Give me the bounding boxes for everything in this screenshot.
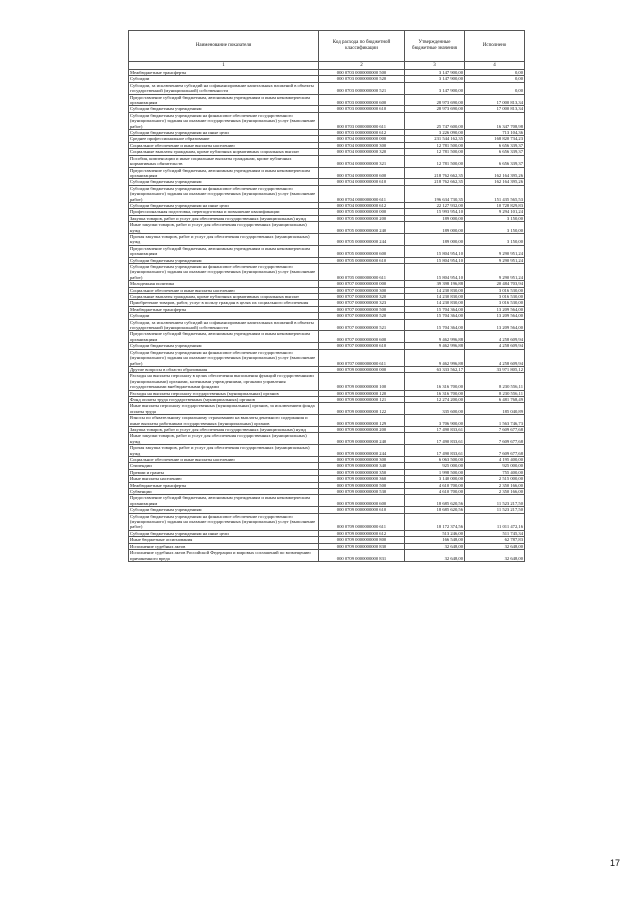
row-approved: 18 685 620,56 bbox=[405, 495, 465, 507]
row-name: Среднее профессиональное образование bbox=[129, 136, 319, 142]
row-name: Субсидии, за исключением субсидий на софинансирование капитальных вложений в объекты государственной (муниципальной) собственности bbox=[129, 82, 319, 94]
row-executed: 4 258 609,94 bbox=[465, 349, 525, 366]
row-executed: 3 016 530,00 bbox=[465, 287, 525, 293]
row-executed: 162 164 395,26 bbox=[465, 167, 525, 179]
row-approved: 14 230 830,00 bbox=[405, 294, 465, 300]
row-code: 000 0707 0000000000 500 bbox=[319, 306, 405, 312]
row-executed: 17 000 813,34 bbox=[465, 94, 525, 106]
row-code: 000 0705 0000000000 000 bbox=[319, 209, 405, 215]
row-code: 000 0709 0000000000 611 bbox=[319, 513, 405, 530]
row-approved: 28 973 690,00 bbox=[405, 94, 465, 106]
row-approved: 9 462 996,88 bbox=[405, 331, 465, 343]
row-approved: 12 781 500,00 bbox=[405, 155, 465, 167]
row-name: Взносы по обязательному социальному страхованию на выплаты денежного содержания и иные выплаты работникам государственных (муниципальных) органов bbox=[129, 415, 319, 427]
row-code: 000 0709 0000000000 122 bbox=[319, 403, 405, 415]
row-name: Межбюджетные трансферты bbox=[129, 70, 319, 76]
row-approved: 12 781 500,00 bbox=[405, 149, 465, 155]
row-approved: 3 140 000,00 bbox=[405, 476, 465, 482]
row-code: 000 0703 0000000000 610 bbox=[319, 106, 405, 112]
row-approved: 16 316 700,00 bbox=[405, 390, 465, 396]
row-code: 000 0703 0000000000 500 bbox=[319, 70, 405, 76]
row-name: Иные закупки товаров, работ и услуг для обеспечения государственных (муниципальных) нужд bbox=[129, 222, 319, 234]
row-executed: 16 347 708,98 bbox=[465, 112, 525, 129]
row-code: 000 0707 0000000000 520 bbox=[319, 313, 405, 319]
row-code: 000 0709 0000000000 200 bbox=[319, 426, 405, 432]
header-code: Код расхода по бюджетной классификации bbox=[319, 31, 405, 62]
row-name: Расходы на выплаты персоналу в целях обеспечения выполнения функций государственными (муниципальными) органами, казенными учреждениями, органами управления государственными внебюджетными фондами bbox=[129, 373, 319, 390]
row-code: 000 0705 0000000000 600 bbox=[319, 245, 405, 257]
row-name: Предоставление субсидий бюджетным, автономным учреждениям и иным некоммерческим организациям bbox=[129, 245, 319, 257]
row-name: Субвенции bbox=[129, 489, 319, 495]
row-approved: 218 762 662,35 bbox=[405, 167, 465, 179]
row-executed: 168 820 734,23 bbox=[465, 136, 525, 142]
row-approved: 9 462 996,88 bbox=[405, 349, 465, 366]
table-row bbox=[129, 319, 525, 331]
row-code: 000 0704 0000000000 611 bbox=[319, 185, 405, 202]
row-executed: 11 523 217,50 bbox=[465, 507, 525, 513]
table-row bbox=[129, 433, 525, 445]
row-executed: 32 648,00 bbox=[465, 550, 525, 562]
row-approved: 3 147 900,00 bbox=[405, 70, 465, 76]
row-name: Социальное обеспечение и иные выплаты населению bbox=[129, 142, 319, 148]
row-executed: 4 258 609,94 bbox=[465, 331, 525, 343]
row-executed: 17 000 813,34 bbox=[465, 106, 525, 112]
table-row bbox=[129, 233, 525, 245]
row-approved: 17 490 833,61 bbox=[405, 433, 465, 445]
table-row bbox=[129, 112, 525, 129]
row-code: 000 0703 0000000000 611 bbox=[319, 112, 405, 129]
row-approved: 3 147 900,00 bbox=[405, 82, 465, 94]
row-code: 000 0704 0000000000 610 bbox=[319, 179, 405, 185]
row-approved: 189 000,00 bbox=[405, 222, 465, 234]
row-name: Межбюджетные трансферты bbox=[129, 482, 319, 488]
row-code: 000 0709 0000000000 340 bbox=[319, 463, 405, 469]
header-name: Наименование показателя bbox=[129, 31, 319, 62]
row-approved: 196 634 730,35 bbox=[405, 185, 465, 202]
row-approved: 513 246,00 bbox=[405, 530, 465, 536]
row-name: Иные выплаты персоналу государственных (муниципальных) органов, за исключением фонда оплаты труда bbox=[129, 403, 319, 415]
row-name: Закупка товаров, работ и услуг для обеспечения государственных (муниципальных) нужд bbox=[129, 215, 319, 221]
row-code: 000 0709 0000000000 800 bbox=[319, 537, 405, 543]
row-approved: 15 804 954,10 bbox=[405, 257, 465, 263]
row-approved: 17 490 833,61 bbox=[405, 445, 465, 457]
row-name: Прочая закупка товаров, работ и услуг для обеспечения государственных (муниципальных) нужд bbox=[129, 445, 319, 457]
row-name: Предоставление субсидий бюджетным, автономным учреждениям и иным некоммерческим организациям bbox=[129, 331, 319, 343]
row-code: 000 0707 0000000000 600 bbox=[319, 331, 405, 343]
row-approved: 63 333 562,17 bbox=[405, 366, 465, 372]
row-approved: 6 063 500,00 bbox=[405, 457, 465, 463]
row-code: 000 0709 0000000000 240 bbox=[319, 433, 405, 445]
row-executed: 62 787,83 bbox=[465, 537, 525, 543]
row-name: Субсидии бюджетным учреждениям на финансовое обеспечение государственного (муниципального) задания на оказание государственных (муниципальных) услуг (выполнение работ) bbox=[129, 264, 319, 281]
row-name: Исполнение судебных актов Российской Федерации и мировых соглашений по возмещению причиненного вреда bbox=[129, 550, 319, 562]
row-approved: 1 998 500,00 bbox=[405, 469, 465, 475]
row-executed: 151 435 565,53 bbox=[465, 185, 525, 202]
row-code: 000 0709 0000000000 530 bbox=[319, 489, 405, 495]
row-name: Субсидии бюджетным учреждениям на финансовое обеспечение государственного (муниципального) задания на оказание государственных (муниципальных) услуг (выполнение работ) bbox=[129, 112, 319, 129]
row-executed: 8 230 556,11 bbox=[465, 390, 525, 396]
row-executed: 511 745,34 bbox=[465, 530, 525, 536]
row-executed: 6 656 339,37 bbox=[465, 149, 525, 155]
row-executed: 2 350 166,00 bbox=[465, 489, 525, 495]
row-name: Субсидии, за исключением субсидий на софинансирование капитальных вложений в объекты государственной (муниципальной) собственности bbox=[129, 319, 319, 331]
table-row bbox=[129, 167, 525, 179]
row-executed: 3 016 530,00 bbox=[465, 294, 525, 300]
row-name: Социальное обеспечение и иные выплаты населению bbox=[129, 287, 319, 293]
row-approved: 925 000,00 bbox=[405, 463, 465, 469]
table-header bbox=[129, 31, 525, 70]
budget-execution-table bbox=[128, 30, 525, 562]
row-name: Субсидии бюджетным учреждениям на иные цели bbox=[129, 130, 319, 136]
row-code: 000 0707 0000000000 323 bbox=[319, 300, 405, 306]
row-name: Иные бюджетные ассигнования bbox=[129, 537, 319, 543]
row-name: Социальное обеспечение и иные выплаты населению bbox=[129, 457, 319, 463]
row-executed: 7 609 677,68 bbox=[465, 426, 525, 432]
row-approved: 3 706 900,00 bbox=[405, 415, 465, 427]
row-name: Фонд оплаты труда государственных (муниципальных) органов bbox=[129, 396, 319, 402]
row-code: 000 0705 0000000000 611 bbox=[319, 264, 405, 281]
row-executed: 11 523 217,50 bbox=[465, 495, 525, 507]
row-code: 000 0709 0000000000 610 bbox=[319, 507, 405, 513]
row-name: Закупка товаров, работ и услуг для обеспечения государственных (муниципальных) нужд bbox=[129, 426, 319, 432]
table-row bbox=[129, 445, 525, 457]
row-code: 000 0709 0000000000 000 bbox=[319, 366, 405, 372]
row-name: Предоставление субсидий бюджетным, автономным учреждениям и иным некоммерческим организациям bbox=[129, 94, 319, 106]
table-row bbox=[129, 222, 525, 234]
row-code: 000 0705 0000000000 244 bbox=[319, 233, 405, 245]
row-name: Межбюджетные трансферты bbox=[129, 306, 319, 312]
row-executed: 33 971 805,12 bbox=[465, 366, 525, 372]
row-executed: 4 195 400,00 bbox=[465, 457, 525, 463]
table-row bbox=[129, 373, 525, 390]
table-row bbox=[129, 155, 525, 167]
row-name: Субсидии бюджетным учреждениям bbox=[129, 343, 319, 349]
row-code: 000 0703 0000000000 600 bbox=[319, 94, 405, 106]
row-code: 000 0709 0000000000 121 bbox=[319, 396, 405, 402]
row-executed: 6 481 768,49 bbox=[465, 396, 525, 402]
row-name: Субсидии бюджетным учреждениям на иные цели bbox=[129, 530, 319, 536]
row-code: 000 0707 0000000000 610 bbox=[319, 343, 405, 349]
table-row bbox=[129, 94, 525, 106]
row-code: 000 0704 0000000000 320 bbox=[319, 149, 405, 155]
row-code: 000 0707 0000000000 000 bbox=[319, 281, 405, 287]
row-name: Молодежная политика bbox=[129, 281, 319, 287]
row-name: Профессиональная подготовка, переподготовка и повышение квалификации bbox=[129, 209, 319, 215]
header-number-1: 1 bbox=[129, 62, 319, 70]
page-number: 17 bbox=[610, 858, 621, 868]
row-name: Прочая закупка товаров, работ и услуг для обеспечения государственных (муниципальных) нужд bbox=[129, 233, 319, 245]
header-number-4: 4 bbox=[465, 62, 525, 70]
table-row bbox=[129, 349, 525, 366]
row-code: 000 0703 0000000000 520 bbox=[319, 76, 405, 82]
row-code: 000 0704 0000000000 321 bbox=[319, 155, 405, 167]
row-executed: 3 150,00 bbox=[465, 233, 525, 245]
row-approved: 9 462 996,88 bbox=[405, 343, 465, 349]
row-code: 000 0709 0000000000 600 bbox=[319, 495, 405, 507]
row-approved: 15 804 954,10 bbox=[405, 264, 465, 281]
row-name: Иные закупки товаров, работ и услуг для обеспечения государственных (муниципальных) нужд bbox=[129, 433, 319, 445]
row-name: Премии и гранты bbox=[129, 469, 319, 475]
row-approved: 32 648,00 bbox=[405, 543, 465, 549]
row-approved: 3 226 090,00 bbox=[405, 130, 465, 136]
row-approved: 15 704 364,00 bbox=[405, 306, 465, 312]
row-executed: 13 209 564,00 bbox=[465, 306, 525, 312]
row-approved: 18 685 620,56 bbox=[405, 507, 465, 513]
row-approved: 22 127 932,00 bbox=[405, 202, 465, 208]
row-executed: 7 609 677,68 bbox=[465, 445, 525, 457]
row-approved: 15 993 954,10 bbox=[405, 209, 465, 215]
row-executed: 3 016 530,00 bbox=[465, 300, 525, 306]
row-name: Другие вопросы в области образования bbox=[129, 366, 319, 372]
table-row bbox=[129, 185, 525, 202]
row-name: Субсидии бюджетным учреждениям на иные цели bbox=[129, 202, 319, 208]
row-approved: 25 747 600,00 bbox=[405, 112, 465, 129]
row-executed: 9 290 951,24 bbox=[465, 264, 525, 281]
header-approved: Утвержденные бюджетные значения bbox=[405, 31, 465, 62]
row-code: 000 0705 0000000000 200 bbox=[319, 215, 405, 221]
row-name: Субсидии бюджетным учреждениям bbox=[129, 106, 319, 112]
row-approved: 28 973 690,00 bbox=[405, 106, 465, 112]
row-name: Субсидии бюджетным учреждениям bbox=[129, 507, 319, 513]
row-code: 000 0707 0000000000 521 bbox=[319, 319, 405, 331]
row-name: Субсидии бюджетным учреждениям на финансовое обеспечение государственного (муниципального) задания на оказание государственных (муниципальных) услуг (выполнение работ) bbox=[129, 185, 319, 202]
table-row bbox=[129, 403, 525, 415]
row-executed: 9 294 101,24 bbox=[465, 209, 525, 215]
row-approved: 16 316 700,00 bbox=[405, 373, 465, 390]
row-name: Предоставление субсидий бюджетным, автономным учреждениям и иным некоммерческим организациям bbox=[129, 167, 319, 179]
row-code: 000 0704 0000000000 000 bbox=[319, 136, 405, 142]
row-name: Иные выплаты населению bbox=[129, 476, 319, 482]
row-code: 000 0709 0000000000 831 bbox=[319, 550, 405, 562]
row-code: 000 0709 0000000000 129 bbox=[319, 415, 405, 427]
row-name: Расходы на выплаты персоналу государственных (муниципальных) органов bbox=[129, 390, 319, 396]
row-approved: 189 000,00 bbox=[405, 215, 465, 221]
row-code: 000 0707 0000000000 320 bbox=[319, 294, 405, 300]
row-code: 000 0705 0000000000 240 bbox=[319, 222, 405, 234]
row-approved: 14 230 830,00 bbox=[405, 300, 465, 306]
row-executed: 2 350 166,00 bbox=[465, 482, 525, 488]
row-executed: 13 209 564,00 bbox=[465, 313, 525, 319]
row-name: Социальные выплаты гражданам, кроме публичных нормативных социальных выплат bbox=[129, 294, 319, 300]
row-executed: 185 040,89 bbox=[465, 403, 525, 415]
row-executed: 755 400,00 bbox=[465, 469, 525, 475]
table-row bbox=[129, 331, 525, 343]
row-approved: 335 600,00 bbox=[405, 403, 465, 415]
table-row bbox=[129, 82, 525, 94]
row-code: 000 0709 0000000000 244 bbox=[319, 445, 405, 457]
header-number-3: 3 bbox=[405, 62, 465, 70]
row-approved: 189 000,00 bbox=[405, 233, 465, 245]
table-row bbox=[129, 415, 525, 427]
table-row bbox=[129, 245, 525, 257]
row-code: 000 0709 0000000000 120 bbox=[319, 390, 405, 396]
row-name: Исполнение судебных актов bbox=[129, 543, 319, 549]
row-name: Субсидии бюджетным учреждениям на финансовое обеспечение государственного (муниципального) задания на оказание государственных (муниципальных) услуг (выполнение работ) bbox=[129, 349, 319, 366]
row-name: Субсидии бюджетным учреждениям bbox=[129, 257, 319, 263]
row-name: Приобретение товаров, работ, услуг в пользу граждан в целях их социального обеспечения bbox=[129, 300, 319, 306]
table-row bbox=[129, 495, 525, 507]
row-executed: 20 484 703,94 bbox=[465, 281, 525, 287]
row-code: 000 0704 0000000000 612 bbox=[319, 202, 405, 208]
row-executed: 1 563 746,73 bbox=[465, 415, 525, 427]
row-code: 000 0709 0000000000 350 bbox=[319, 469, 405, 475]
header-executed: Исполнено bbox=[465, 31, 525, 62]
row-executed: 6 656 339,37 bbox=[465, 142, 525, 148]
row-approved: 4 610 700,00 bbox=[405, 482, 465, 488]
row-approved: 18 172 374,56 bbox=[405, 513, 465, 530]
row-code: 000 0704 0000000000 300 bbox=[319, 142, 405, 148]
row-code: 000 0705 0000000000 610 bbox=[319, 257, 405, 263]
row-executed: 10 728 829,83 bbox=[465, 202, 525, 208]
row-code: 000 0703 0000000000 612 bbox=[319, 130, 405, 136]
table-row bbox=[129, 550, 525, 562]
row-executed: 713 104,36 bbox=[465, 130, 525, 136]
row-code: 000 0704 0000000000 600 bbox=[319, 167, 405, 179]
row-approved: 15 704 364,00 bbox=[405, 313, 465, 319]
row-code: 000 0709 0000000000 360 bbox=[319, 476, 405, 482]
row-executed: 0,00 bbox=[465, 82, 525, 94]
row-approved: 166 548,00 bbox=[405, 537, 465, 543]
row-approved: 15 704 364,00 bbox=[405, 319, 465, 331]
header-number-2: 2 bbox=[319, 62, 405, 70]
row-executed: 3 150,00 bbox=[465, 222, 525, 234]
row-executed: 8 230 556,11 bbox=[465, 373, 525, 390]
row-approved: 218 762 662,35 bbox=[405, 179, 465, 185]
row-approved: 3 147 900,00 bbox=[405, 76, 465, 82]
row-code: 000 0709 0000000000 500 bbox=[319, 482, 405, 488]
row-approved: 12 781 500,00 bbox=[405, 142, 465, 148]
row-approved: 4 610 700,00 bbox=[405, 489, 465, 495]
row-approved: 17 490 833,61 bbox=[405, 426, 465, 432]
row-code: 000 0707 0000000000 300 bbox=[319, 287, 405, 293]
row-executed: 925 000,00 bbox=[465, 463, 525, 469]
row-code: 000 0703 0000000000 521 bbox=[319, 82, 405, 94]
row-approved: 39 398 196,88 bbox=[405, 281, 465, 287]
row-executed: 32 648,00 bbox=[465, 543, 525, 549]
row-executed: 162 164 395,26 bbox=[465, 179, 525, 185]
table-body bbox=[129, 70, 525, 562]
row-name: Субсидии бюджетным учреждениям bbox=[129, 179, 319, 185]
table-row bbox=[129, 264, 525, 281]
row-name: Стипендии bbox=[129, 463, 319, 469]
row-approved: 14 230 830,00 bbox=[405, 287, 465, 293]
row-executed: 0,00 bbox=[465, 76, 525, 82]
row-executed: 4 258 609,94 bbox=[465, 343, 525, 349]
row-executed: 3 150,00 bbox=[465, 215, 525, 221]
row-approved: 231 544 162,35 bbox=[405, 136, 465, 142]
row-executed: 9 290 951,24 bbox=[465, 245, 525, 257]
row-executed: 6 656 339,37 bbox=[465, 155, 525, 167]
row-executed: 7 609 677,68 bbox=[465, 433, 525, 445]
row-name: Субсидии bbox=[129, 313, 319, 319]
row-approved: 32 648,00 bbox=[405, 550, 465, 562]
row-approved: 12 274 200,00 bbox=[405, 396, 465, 402]
row-executed: 9 290 951,24 bbox=[465, 257, 525, 263]
row-executed: 0,00 bbox=[465, 70, 525, 76]
row-name: Пособия, компенсации и иные социальные выплаты гражданам, кроме публичных нормативных обязательств bbox=[129, 155, 319, 167]
row-code: 000 0709 0000000000 300 bbox=[319, 457, 405, 463]
row-approved: 15 804 954,10 bbox=[405, 245, 465, 257]
row-name: Субсидии bbox=[129, 76, 319, 82]
row-executed: 11 011 472,16 bbox=[465, 513, 525, 530]
table-row bbox=[129, 513, 525, 530]
row-executed: 2 515 000,00 bbox=[465, 476, 525, 482]
row-executed: 13 209 564,00 bbox=[465, 319, 525, 331]
row-code: 000 0709 0000000000 612 bbox=[319, 530, 405, 536]
row-code: 000 0709 0000000000 830 bbox=[319, 543, 405, 549]
row-code: 000 0707 0000000000 611 bbox=[319, 349, 405, 366]
row-code: 000 0709 0000000000 100 bbox=[319, 373, 405, 390]
row-name: Предоставление субсидий бюджетным, автономным учреждениям и иным некоммерческим организациям bbox=[129, 495, 319, 507]
row-name: Субсидии бюджетным учреждениям на финансовое обеспечение государственного (муниципального) задания на оказание государственных (муниципальных) услуг (выполнение работ) bbox=[129, 513, 319, 530]
row-name: Социальные выплаты гражданам, кроме публичных нормативных социальных выплат bbox=[129, 149, 319, 155]
